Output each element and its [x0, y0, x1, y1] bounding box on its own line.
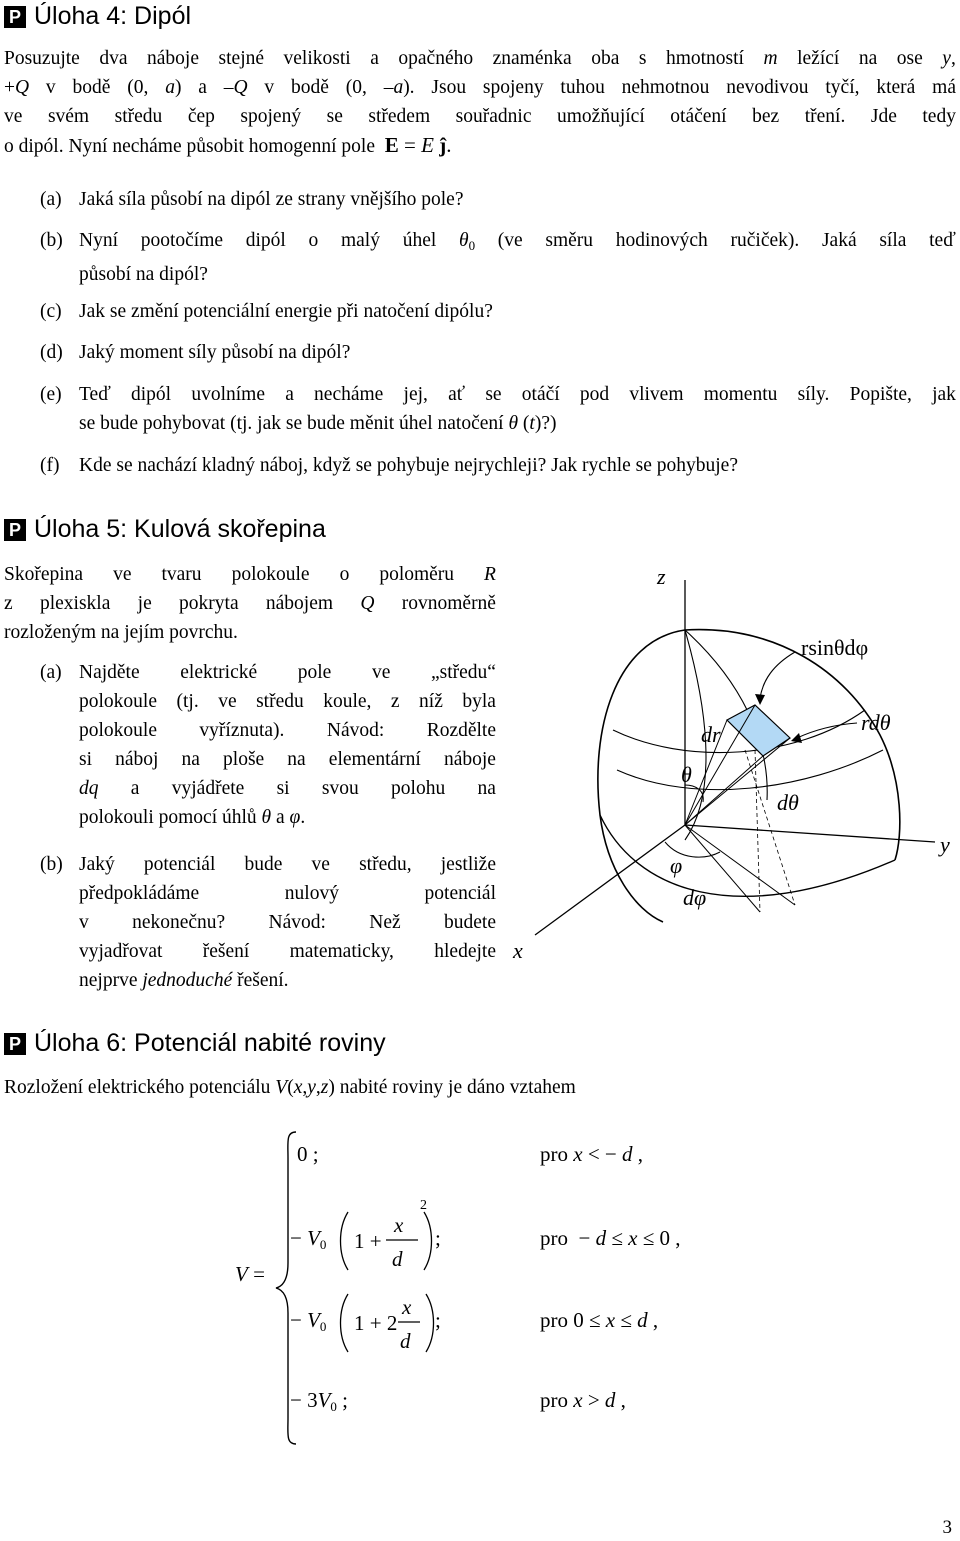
label-dphi: dφ [683, 885, 707, 910]
task4-heading [4, 2, 191, 31]
case-2-cond: pro − d ≤ x ≤ 0 , [540, 1226, 681, 1250]
radius-3 [685, 738, 790, 825]
case-4-cond: pro x > d , [540, 1388, 626, 1412]
svg-text:d: d [392, 1247, 403, 1271]
projection-dash-1 [745, 750, 795, 905]
sphere-left-outline [598, 630, 685, 922]
label-x: x [513, 938, 523, 963]
rsin-arrow [760, 652, 795, 698]
case-3-cond: pro 0 ≤ x ≤ d , [540, 1308, 659, 1332]
svg-text:x: x [394, 1213, 404, 1237]
task5-intro: Skořepina ve tvaru polokoule o poloměru R z plexiskla je pokryta nábojem Q rovnoměrně rozloženým na jejím povrchu. [4, 564, 496, 643]
field-formula: E = E ĵ. [384, 133, 452, 157]
task4-intro-line-4: o dipól. Nyní necháme působit homogenní pole E = E ĵ. [4, 133, 452, 157]
svg-text:d: d [400, 1329, 411, 1353]
task6-heading [4, 1029, 386, 1058]
task6-intro: Rozložení elektrického potenciálu V(x,y,z) nabité roviny je dáno vztahem [4, 1077, 576, 1098]
task4-intro-line-1: Posuzujte dva náboje stejné velikosti a opačného znaménka oba s hmotností m ležící na ose y, [4, 48, 956, 69]
page-number: 3 [942, 1517, 952, 1538]
case-1-cond: pro x < − d , [540, 1142, 644, 1166]
label-y: y [940, 832, 950, 857]
x-axis [535, 825, 685, 935]
task5-heading [4, 515, 326, 544]
formula-lhs: V = [235, 1262, 265, 1286]
label-z: z [657, 564, 666, 589]
rdtheta-arrow [797, 723, 857, 738]
case-1-expr: 0 ; [297, 1142, 319, 1166]
svg-text:x: x [402, 1295, 412, 1319]
theta-arc [685, 785, 703, 802]
label-phi: φ [670, 853, 683, 878]
task6-title: Úloha 6: Potenciál nabité roviny [34, 1029, 386, 1057]
task4-title: Úloha 4: Dipól [34, 2, 192, 30]
label-rsin: rsinθdφ [801, 635, 869, 660]
label-dr: dr [701, 722, 721, 747]
label-rdtheta: rdθ [861, 710, 891, 735]
hemisphere-figure [505, 560, 960, 980]
task4-intro [4, 44, 956, 161]
task4-badge: P [4, 6, 26, 28]
label-theta: θ [681, 762, 692, 787]
task4-intro-line-3: ve svém středu čep spojený se středem souřadnic umožňující otáčení bez tření. Jde tedy [4, 106, 956, 127]
y-axis [685, 825, 935, 842]
task6-badge: P [4, 1033, 26, 1055]
task5-title: Úloha 5: Kulová skořepina [34, 515, 326, 543]
projection-dash-2 [755, 750, 760, 912]
svg-text:1 + 2: 1 + 2 [354, 1311, 398, 1335]
surface-patch [727, 705, 790, 756]
latitude-line-2 [617, 750, 883, 790]
case-4-expr: − $3V_0$ ; [290, 1388, 349, 1414]
document-page: P Úloha 4: Dipól Posuzujte dva náboje stejné velikosti a opačného znaménka oba s hmotností m ležící na ose y, +Q v bodě (0, a) a –Q v bodě (0, –a). Jsou spojeny tuhou nehmotnou nevodivou tyčí, která má ve svém středu čep spojený se středem souřadnic umožňující otáčení bez tření. Jde tedy o dipól. Nyní necháme působit homogenní pole E = E ĵ. (a) Jaká síla působí na dipól ze strany vnějšího pole? (b) Nyní pootočíme dipól o malý úhel $\theta_0$ (ve směru hodinových ručiček). Jaká síla teď působí na dipól? (c) Jak se změní potenciální energie při natočení dipólu? (d) Jaký moment síly působí na dipól? (e) Teď dipól uvolníme a necháme jej, ať se otáčí pod vlivem momentu síly. Popište, jak se bude pohybovat (tj. jak se bude měnit úhel natočení θ (t)?) (f) Kde se nachází kladný náboj, když se pohybuje nejrychleji? Jak rychle se pohybuje? P Úloha 5: Kulová skořepina Skořepina ve tvaru polokoule o poloměru R z plexiskla je pokryta nábojem Q rovnoměrně rozloženým na jejím povrchu. (a) Najděte elektrické pole ve „středu“ polokoule (tj. ve středu koule, z níž byla polokoule vyříznuta). Návod: Rozdělte si náboj na ploše na elementární náboje dq a vyjádřete si svou polohu na polokouli pomocí úhlů θ a φ. (b) Jaký potenciál bude ve středu, jestliže předpokládáme nulový potenciál v nekonečnu? Návod: Než budete vyjadřovat řešení matematicky, hledejte nejprve jednoduché řešení. z y x rsinθdφ rdθ dr θ dθ φ dφ P Úloha 6: Potenciál nabité roviny Rozložení elektrického potenciálu V(x,y,z) nabité roviny je dáno vztahem V = 0 ; pro x < − d , − $V_0$ 1 + x d 2 ; pro − d ≤ x ≤ 0 , − $V_0$ 1 + 2 x d ; pro 0 ≤ x ≤ d , − $3V_0$ ; pro x > d , 3 [0, 0, 960, 1541]
task4-intro-line-2: +Q v bodě (0, a) a –Q v bodě (0, –a). Jsou spojeny tuhou nehmotnou nevodivou tyčí, která má [4, 77, 956, 98]
task5-badge: P [4, 519, 26, 541]
label-dtheta: dθ [777, 790, 799, 815]
radius-4 [685, 756, 763, 825]
svg-text:1 +: 1 + [354, 1229, 382, 1253]
